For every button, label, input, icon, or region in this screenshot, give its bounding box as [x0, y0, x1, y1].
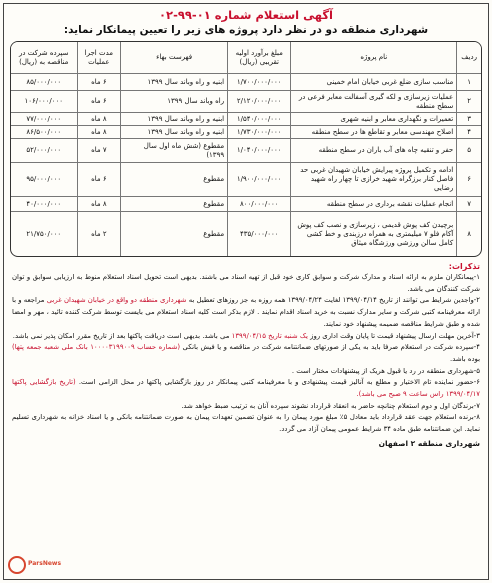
cell-list: مقطوع	[120, 212, 227, 256]
table-row	[11, 139, 481, 163]
cell-budget: ۱/۵۴۰/۰۰۰/۰۰۰	[227, 113, 290, 126]
cell-duration: ۸ ماه	[77, 113, 121, 126]
cell-deposit: ۱۰۶/۰۰۰/۰۰۰	[11, 91, 77, 113]
cell-row: ۱	[456, 74, 481, 91]
table-row	[11, 91, 481, 113]
col-header-duration: مدت اجرا عملیات	[77, 42, 121, 74]
note-4-highlight: (شماره حساب ۱۰۰۰۰۳۱۹۹۰۰۹ بانک ملی شعبه جمعه پتها)	[12, 343, 181, 352]
cell-row: ۷	[456, 197, 481, 212]
table-row	[11, 212, 481, 256]
cell-name: حفر و تنقیه چاه های آب باران در سطح منطقه	[290, 139, 456, 163]
notes-heading: تذکرات:	[448, 262, 480, 271]
notice-subtitle: شهرداری منطقه دو در نظر دارد پروژه های زیر را تعیین پیمانکار نماید:	[63, 24, 429, 36]
cell-name: عملیات زیرسازی و لکه گیری آسفالت معابر فرعی در سطح منطقه	[290, 91, 456, 113]
cell-budget: ۱/۰۴۰/۰۰۰/۰۰۰	[227, 139, 290, 163]
cell-deposit: ۷۷/۰۰۰/۰۰۰	[11, 113, 77, 126]
cell-deposit: ۸۶/۵۰۰/۰۰۰	[11, 126, 77, 139]
note-2	[12, 295, 480, 330]
note-6-part-a: ۶-حضور نماینده تام الاختیار و مطلع به آنالیز قیمت پیشنهادی و با معرفینامه کتبی پیمانکار در روز بازگشایی پاکتها در محل الزامی است.	[78, 378, 480, 387]
cell-duration: ۸ ماه	[77, 197, 121, 212]
note-1: ۱-پیمانکاران ملزم به ارائه اسناد و مدارک شرکت و سوابق کاری خود قبل از تهیه اسناد می باشند. بدیهی است تحویل اسناد استعلام منوط به ارزیابی سوابق و توان شرکت کنندگان می باشد.	[12, 273, 480, 293]
note-3-part-a: ۳-آخرین مهلت ارسال پیشنهاد قیمت تا پایان وقت اداری روز	[310, 331, 480, 340]
cell-row: ۸	[456, 212, 481, 256]
cell-list: راه وباند سال ۱۳۹۹	[120, 91, 227, 113]
cell-name: مناسب سازی ضلع غربی خیابان امام خمینی	[290, 74, 456, 91]
note-4-part-c: بوده باشد.	[450, 354, 480, 363]
note-3-part-c: می باشد. بدیهی است دریافت پاکتها بعد از تاریخ مقرر امکان پذیر نمی باشد.	[12, 331, 230, 340]
cell-duration: ۸ ماه	[77, 126, 121, 139]
cell-budget: ۲/۱۲۰/۰۰۰/۰۰۰	[227, 91, 290, 113]
cell-budget: ۱/۷۰۰/۰۰۰/۰۰۰	[227, 74, 290, 91]
cell-budget: ۱/۷۳۰/۰۰۰/۰۰۰	[227, 126, 290, 139]
note-4-part-a: ۴-سپرده شرکت در استعلام صرفا باید به یکی از صورتهای ضمانتنامه شرکت در مناقصه و یا فیش بانکی	[182, 343, 480, 352]
note-2-part-a: ۲-واجدین شرایط می توانند از تاریخ ۱۳۹۹/۰۴/۱۴ لغایت ۱۳۹۹/۰۴/۲۴ همه روزه به جز روزهای تعطیل به	[188, 296, 480, 305]
table-row	[11, 126, 481, 139]
cell-row: ۵	[456, 139, 481, 163]
note-4	[12, 342, 480, 365]
cell-duration: ۶ ماه	[77, 74, 121, 91]
cell-list: ابنیه و راه وباند سال ۱۳۹۹	[120, 74, 227, 91]
cell-list: مقطوع	[120, 197, 227, 212]
logo-icon	[8, 556, 26, 574]
cell-duration: ۶ ماه	[77, 163, 121, 197]
notes-section	[12, 261, 480, 436]
note-8: ۸-برنده استعلام جهت عقد قرارداد باید معادل ۵٪ مبلغ مورد پیمان را به عنوان تضمین تعهدات پیمان به صورت ضمانتنامه بانکی و یا اسناد خزانه به شهرداری تسلیم نماید. این ضمانتنامه طبق ماده ۳۴ شرایط عمومی پیمان آزاد می گردد.	[12, 413, 480, 434]
signature: شهرداری منطقه ۲ اصفهان	[378, 438, 480, 448]
cell-row: ۳	[456, 113, 481, 126]
col-header-list: فهرست بهاء	[120, 42, 227, 74]
cell-list: ابنیه و راه وباند سال ۱۳۹۹	[120, 126, 227, 139]
table-row	[11, 113, 481, 126]
cell-list: ابنیه و راه وباند سال ۱۳۹۹	[120, 113, 227, 126]
notice-title: آگهی استعلام شماره ۰۱-۹۹-۰۲	[159, 8, 333, 22]
cell-deposit: ۹۵/۰۰۰/۰۰۰	[11, 163, 77, 197]
note-6-highlight: (تاریخ بازگشایی پاکتها ۱۳۹۹/۰۴/۱۷ راس ساعت ۹ صبح می باشد).	[12, 378, 480, 399]
col-header-name: نام پروژه	[290, 42, 456, 74]
cell-name: برچیدن کف پوش قدیمی ، زیرسازی و نصب کف پوش آکام فلو ۷ میلیمتری به همراه درزبندی و خط کشی کامل سالن ورزشی ورزشگاه میثاق	[290, 212, 456, 256]
cell-duration: ۷ ماه	[77, 139, 121, 163]
col-header-deposit: سپرده شرکت در مناقصه به (ریال)	[11, 42, 77, 74]
cell-deposit: ۸۵/۰۰۰/۰۰۰	[11, 74, 77, 91]
logo-text: ParsNews	[28, 560, 62, 567]
cell-name: انجام عملیات نقشه برداری در سطح منطقه	[290, 197, 456, 212]
cell-row: ۴	[456, 126, 481, 139]
cell-budget: ۴۳۵/۰۰۰/۰۰۰	[227, 212, 290, 256]
col-header-row: ردیف	[456, 42, 481, 74]
table-row	[11, 197, 481, 212]
cell-row: ۶	[456, 163, 481, 197]
notice-frame	[3, 3, 489, 580]
table-row	[11, 74, 481, 91]
cell-deposit: ۴۰/۰۰۰/۰۰۰	[11, 197, 77, 212]
cell-list: مقطوع (شش ماه اول سال ۱۳۹۹)	[120, 139, 227, 163]
cell-deposit: ۲۱/۷۵۰/۰۰۰	[26, 229, 62, 238]
note-2-part-c: مراجعه و با ارائه معرفینامه کتبی شرکت و سایر مدارک نسبت به خرید اسناد اقدام نمایند . لازم بذکر است کلیه اسناد استعلام می بایست توسط شرکت کننده تائید ، مهر و امضا شده و طبق شرایط مناقصه ضمیمه پیشنهاد خود نمایند.	[12, 296, 480, 328]
cell-duration: ۶ ماه	[77, 91, 121, 113]
cell-budget: ۸۰۰/۰۰۰/۰۰۰	[227, 197, 290, 212]
note-7: ۷-برندگان اول و دوم استعلام چنانچه حاضر به انعقاد قرارداد نشوند سپرده آنان به ترتیب ضبط خواهد شد.	[181, 401, 480, 410]
projects-table-wrap	[10, 41, 482, 257]
cell-row: ۲	[456, 91, 481, 113]
cell-name: اصلاح مهندسی معابر و تقاطع ها در سطح منطقه	[290, 126, 456, 139]
parsnews-logo	[8, 556, 62, 576]
note-2-highlight: شهرداری منطقه دو واقع در خیابان شهیدان غربی	[46, 296, 187, 305]
cell-duration: ۲ ماه	[77, 212, 121, 256]
cell-budget: ۱/۹۰۰/۰۰۰/۰۰۰	[227, 163, 290, 197]
note-5: ۵-شهرداری منطقه در رد یا قبول هریک از پیشنهادات مختار است .	[291, 366, 480, 375]
cell-name: تعمیرات و نگهداری معابر و ابنیه شهری	[290, 113, 456, 126]
table-header-row	[11, 42, 481, 74]
cell-name: ادامه و تکمیل پروژه پیرایش خیابان شهیدان غربی حد فاصل کنار برزگراه شهید خرازی تا چهار راه شهید رضایی	[290, 163, 456, 197]
col-header-budget: مبلغ برآورد اولیه تقریبی (ریال)	[227, 42, 290, 74]
projects-table	[10, 41, 482, 257]
table-row	[11, 163, 481, 197]
cell-deposit: ۵۲/۰۰۰/۰۰۰	[11, 139, 77, 163]
note-6	[12, 377, 480, 400]
note-3-highlight: یک شنبه تاریخ ۱۳۹۹/۰۴/۱۵	[231, 331, 308, 340]
cell-list: مقطوع	[120, 163, 227, 197]
note-3	[12, 331, 480, 343]
